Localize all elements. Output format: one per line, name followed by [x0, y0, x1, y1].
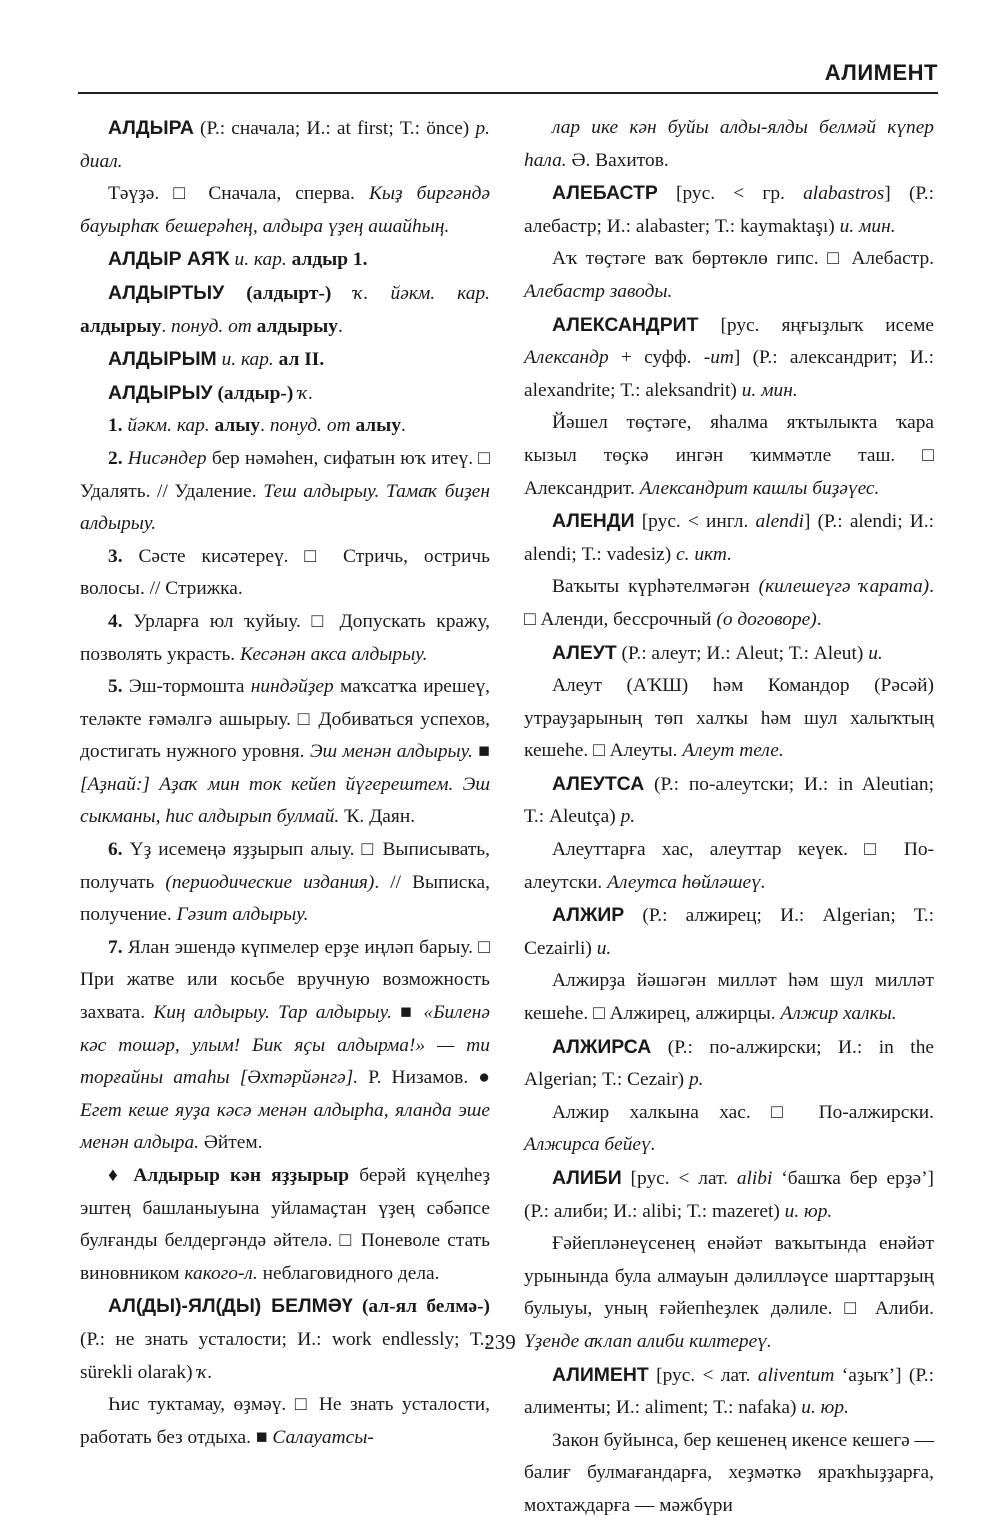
italic-text: Салауатсы- — [272, 1426, 374, 1448]
italic-text: (килешеүгә ҡарата) — [758, 576, 930, 598]
dictionary-paragraph — [80, 834, 490, 932]
header-title: АЛИМЕНТ — [824, 60, 938, 85]
text-run: Алеуттарға хас, алеуттар кеүек. □ По-алеутски. — [524, 839, 934, 893]
text-run: неблаговидного дела. — [257, 1262, 440, 1284]
text-run: Урларға юл ҡуйыу. □ Допускать кражу, позволять украсть. — [80, 610, 491, 665]
text-run: (Р.: по-алжирски; И.: in the Algerian; Т.: Cezair) — [524, 1036, 934, 1091]
italic-text: (о договоре) — [716, 608, 817, 630]
italic-text: Киң алдырыу. Тар алдырыу. — [153, 1002, 401, 1024]
headword: АЛЕУТСА — [552, 772, 645, 795]
text-run: Алжирҙа йәшәгән милләт һәм шул милләт кешеһе. □ Алжирец, алжирцы. — [524, 970, 934, 1025]
bold-text: 3. — [108, 545, 139, 567]
text-run: . — [161, 315, 167, 337]
bold-text: 7. — [108, 936, 128, 958]
dictionary-paragraph — [80, 671, 490, 834]
italic-text: Егет кеше яуҙа кәсә менән алдырһа, яланда эше менән алдыра. — [80, 1099, 490, 1154]
headword: АЛДЫРТЫУ — [108, 281, 225, 304]
text-run: ‘аҙыҡ’] (Р.: алименты; И.: aliment; Т.: nafaka) — [524, 1364, 934, 1419]
dictionary-paragraph — [524, 177, 934, 243]
bold-text: ■ — [400, 1002, 424, 1024]
italic-text: Александр — [524, 347, 609, 369]
dictionary-paragraph — [80, 410, 490, 443]
italic-text: с. икт. — [676, 543, 732, 565]
bold-text: алыу — [214, 415, 261, 437]
text-run: Ялан эшендә күпмелер ерҙе иңләп барыу. □ При жатве или косьбе вручную возможность захвата. — [80, 936, 490, 1024]
bold-text: 1. — [108, 415, 128, 437]
text-run: . — [260, 415, 270, 437]
italic-text: aliventum — [757, 1364, 835, 1386]
dictionary-paragraph — [524, 834, 934, 899]
bold-text: алдыр 1. — [291, 249, 368, 271]
text-run: [рус. < гр. — [657, 183, 804, 205]
italic-text: р. — [620, 806, 636, 828]
text-run: Р. Низамов. — [358, 1067, 479, 1089]
italic-text: ҡ. йәкм. кар. — [353, 282, 490, 304]
italic-text: Нисәндер — [127, 447, 207, 469]
running-header — [78, 60, 938, 94]
dictionary-paragraph — [80, 1160, 490, 1290]
dictionary-paragraph — [524, 637, 934, 671]
italic-text: ниндәйҙер — [250, 676, 334, 698]
text-run: [рус. яңғыҙлыҡ исеме — [698, 314, 934, 336]
text-run: . — [401, 415, 406, 437]
italic-text: Кыҙ биргәндә бауырһаҡ бешерәһең, алдыра үҙең ашайһың. — [80, 183, 490, 237]
text-run: маҡсатҡа ирешеү, теләкте ғәмәлгә ашырыу. □ Добиваться успехов, достигать нужного уровня. — [80, 676, 490, 763]
dictionary-paragraph — [80, 277, 490, 343]
dictionary-paragraph — [524, 1425, 934, 1523]
bold-text: 5. — [108, 676, 129, 698]
italic-text: alibi — [736, 1168, 773, 1189]
dictionary-paragraph — [524, 1359, 934, 1425]
dictionary-paragraph — [524, 1162, 934, 1228]
dictionary-paragraph — [80, 443, 490, 541]
text-run: [рус. < ингл. — [634, 511, 756, 533]
dictionary-paragraph — [524, 768, 934, 834]
italic-text: Алеутса һөйләшеү. — [607, 871, 766, 893]
dictionary-paragraph — [80, 932, 490, 1160]
italic-text: (периодические издания) — [165, 871, 375, 893]
italic-text: «Биленә кәс тошәр, улым! Бик яҫы алдырма!» — ти торғайны атаһы [Әхтәрйәнгә]. — [80, 1002, 491, 1089]
text-run: . — [337, 315, 343, 337]
headword: АЛДЫРА — [108, 117, 194, 139]
italic-text: alendi — [755, 511, 804, 533]
text-run: Әйтем. — [199, 1132, 263, 1154]
text-run: [рус. < лат. — [648, 1364, 758, 1386]
text-run: [рус. < лат. — [621, 1168, 737, 1189]
dictionary-paragraph — [80, 178, 490, 243]
dictionary-paragraph — [80, 1389, 490, 1454]
bold-text: ● — [478, 1067, 490, 1089]
italic-text: ҡ. — [298, 382, 314, 404]
text-run: ] (Р.: алебастр; И.: alabaster; Т.: kaymaktaşı) — [524, 183, 934, 237]
italic-text: какого-л. — [184, 1262, 258, 1284]
italic-text: и. — [868, 642, 883, 664]
bold-text: алдырыу — [256, 315, 338, 337]
text-run: Ғәйепләнеүсенең енәйәт ваҡытында енәйәт урынында була алмауын дәлилләүсе шарттарҙың булыуы, уның ғәйепһеҙлек дәлиле. □ Алиби. — [524, 1233, 934, 1320]
text-run: ‘башҡа бер ерҙә’] (Р.: алиби; И.: alibi; Т.: mazeret) — [524, 1168, 934, 1222]
text-run: Алеут (АҠШ) һәм Командор (Рәсәй) утрауҙарының төп халҡы һәм шул халыҡтың кешеһе. □ Алеуты. — [524, 675, 934, 762]
headword: АЛЕБАСТР — [552, 182, 658, 205]
bold-text: ■ — [478, 741, 490, 763]
bold-text: 2. — [108, 447, 128, 469]
dictionary-paragraph — [524, 243, 934, 308]
text-run: ] (Р.: александрит; И.: alexandrite; Т.: aleksandrit) — [524, 347, 934, 401]
italic-text: и. кар. — [229, 249, 292, 271]
dictionary-paragraph — [524, 571, 934, 636]
dictionary-paragraph — [80, 541, 490, 606]
italic-text: alabastros — [803, 183, 885, 205]
text-run: Аҡ төҫтәге ваҡ бөртөклө гипс. □ Алебастр. — [552, 248, 934, 270]
italic-text: Александрит кашлы биҙәүес. — [639, 477, 880, 499]
italic-text: Алжир халкы. — [780, 1003, 897, 1025]
text-run: (Р.: алеут; И.: Aleut; Т.: Aleut) — [616, 642, 869, 664]
text-run: (Р.: сначала; И.: at first; Т.: önce) — [193, 118, 476, 139]
text-run: Сәсте кисәтереү. □ Стричь, остричь волосы. // Стрижка. — [80, 545, 490, 600]
dictionary-paragraph — [80, 606, 490, 671]
bold-text: (ал-ял белмә-) — [352, 1296, 490, 1318]
dictionary-paragraph — [524, 407, 934, 505]
text-run: Үҙ исемеңә яҙҙырып алыу. □ Выписывать, получать — [80, 839, 491, 893]
text-run: . — [816, 608, 822, 630]
text-run: Ҡ. Даян. — [339, 806, 416, 828]
italic-text: и. мин. — [839, 215, 896, 237]
text-run: (Р.: по-алеутски; И.: in Aleutian; Т.: Aleutça) — [524, 773, 934, 828]
dictionary-paragraph — [524, 670, 934, 768]
headword: АЛДЫРЫМ — [108, 348, 217, 371]
text-run: Тәүҙә. □ Сначала, сперва. — [108, 183, 369, 205]
italic-text: и. кар. — [216, 349, 279, 371]
text-run: берәй күңелһеҙ эштең башланыуына уйламаҫтан үҙең сәбәпсе булғанды белдергәндә әйтелә. □ Поневоле стать виновником — [80, 1165, 490, 1284]
headword: АЛИБИ — [552, 1167, 622, 1189]
dictionary-paragraph — [80, 343, 490, 377]
headword: АЛЕУТ — [552, 641, 617, 664]
dictionary-paragraph — [524, 309, 934, 408]
text-run: Алжир халкына хас. □ По-алжирски. — [552, 1101, 934, 1123]
italic-text: Эш менән алдырыу. — [309, 741, 479, 763]
bold-text: ■ — [255, 1426, 273, 1448]
bold-text: (алдыр-) — [212, 382, 299, 404]
bold-text: алыу — [355, 415, 402, 437]
headword: АЛДЫР АЯҠ — [108, 248, 230, 271]
italic-text: р. — [688, 1069, 704, 1091]
page-number: 239 — [484, 1330, 516, 1354]
headword: АЛЕНДИ — [552, 510, 635, 533]
left-column — [80, 112, 490, 1454]
right-column — [524, 112, 934, 1523]
headword: АЛЕКСАНДРИТ — [552, 313, 699, 336]
bold-text: ал II. — [278, 349, 325, 371]
text-run: ] (Р.: alendi; И.: alendi; Т.: vadesiz) — [524, 511, 934, 565]
italic-text: и. — [596, 937, 612, 959]
italic-text: Кесәнән акса алдырыу. — [240, 643, 428, 665]
italic-text: Теш алдырыу. Тамаҡ биҙен алдырыу. — [80, 480, 490, 535]
text-run: Ә. Вахитов. — [566, 149, 669, 171]
italic-text: и. юр. — [784, 1200, 833, 1222]
text-run: (Р.: не знать усталости; И.: work endlessly; Т.: sürekli olarak) — [80, 1328, 490, 1383]
italic-text: и. мин. — [741, 379, 798, 401]
dictionary-paragraph — [524, 1031, 934, 1097]
headword: АЛДЫРЫУ — [108, 381, 213, 404]
headword: АЛЖИР — [552, 904, 625, 927]
dictionary-paragraph — [80, 377, 490, 411]
italic-text: Алеут теле. — [682, 740, 784, 762]
italic-text: -ит — [703, 347, 734, 369]
dictionary-paragraph — [524, 1097, 934, 1162]
italic-text: понуд. от — [269, 415, 356, 437]
text-run: Эш-тормошта — [128, 676, 251, 698]
italic-text: Алебастр заводы. — [524, 280, 673, 302]
dictionary-paragraph — [524, 899, 934, 965]
dictionary-paragraph — [80, 112, 490, 178]
text-run: (Р.: алжирец; И.: Algerian; Т.: Cezairli) — [524, 905, 934, 959]
bold-text: алдырыу — [80, 315, 162, 337]
italic-text: Алжирса бейеү. — [524, 1134, 656, 1156]
headword: АЛИМЕНТ — [552, 1363, 649, 1386]
headword: АЛЖИРСА — [552, 1035, 652, 1058]
text-run: Һис туктамау, өҙмәү. □ Не знать усталости, работать без отдыха. — [80, 1394, 490, 1448]
text-run: Закон буйынса, бер кешенең икенсе кешегә — балиғ булмағандарға, хеҙмәткә яраҡһыҙҙарға, мохтаждарға — мәжбүри — [524, 1429, 934, 1516]
dictionary-paragraph — [524, 965, 934, 1030]
bold-text: ♦ Алдырыр кән яҙҙырыр — [108, 1165, 350, 1186]
text-run: . □ Аленди, бессрочный — [524, 576, 934, 630]
italic-text: лар ике кән буйы алды-ялды белмәй күпер һала. — [524, 117, 934, 171]
italic-text: понуд. от — [166, 315, 257, 337]
text-run: Ваҡыты күрһәтелмәгән — [552, 576, 759, 598]
italic-text: йәкм. кар. — [127, 415, 215, 437]
text-run: Йәшел төҫтәге, яһалма яҡтылыкта ҡара кызыл төҫкә ингән ҡиммәтле таш. □ Александрит. — [524, 412, 934, 499]
headword: АЛ(ДЫ)-ЯЛ(ДЫ) БЕЛМӘҮ — [108, 1295, 353, 1318]
text-run: бер нәмәһен, сифатын юҡ итеү. □ Удалять. // Удаление. — [80, 447, 491, 502]
dictionary-paragraph — [524, 112, 934, 177]
italic-text: и. юр. — [801, 1397, 849, 1419]
bold-text: (алдырт-) — [224, 282, 354, 304]
dictionary-paragraph — [80, 243, 490, 277]
bold-text: 4. — [108, 610, 134, 632]
text-run: . // Выписка, получение. — [80, 871, 490, 926]
dictionary-paragraph — [524, 505, 934, 571]
italic-text: Үҙенде аҡлап алиби килтереү. — [524, 1330, 772, 1352]
italic-text: ҡ. — [197, 1361, 213, 1383]
text-run: + суфф. — [608, 347, 704, 369]
italic-text: р. диал. — [80, 118, 490, 172]
bold-text: 6. — [108, 839, 130, 861]
italic-text: Гәзит алдырыу. — [176, 904, 309, 926]
italic-text: [Аҙнай:] Аҙаҡ мин ток кейеп йүгерештем. Эш сыкманы, һис алдырып булмай. — [80, 773, 490, 828]
